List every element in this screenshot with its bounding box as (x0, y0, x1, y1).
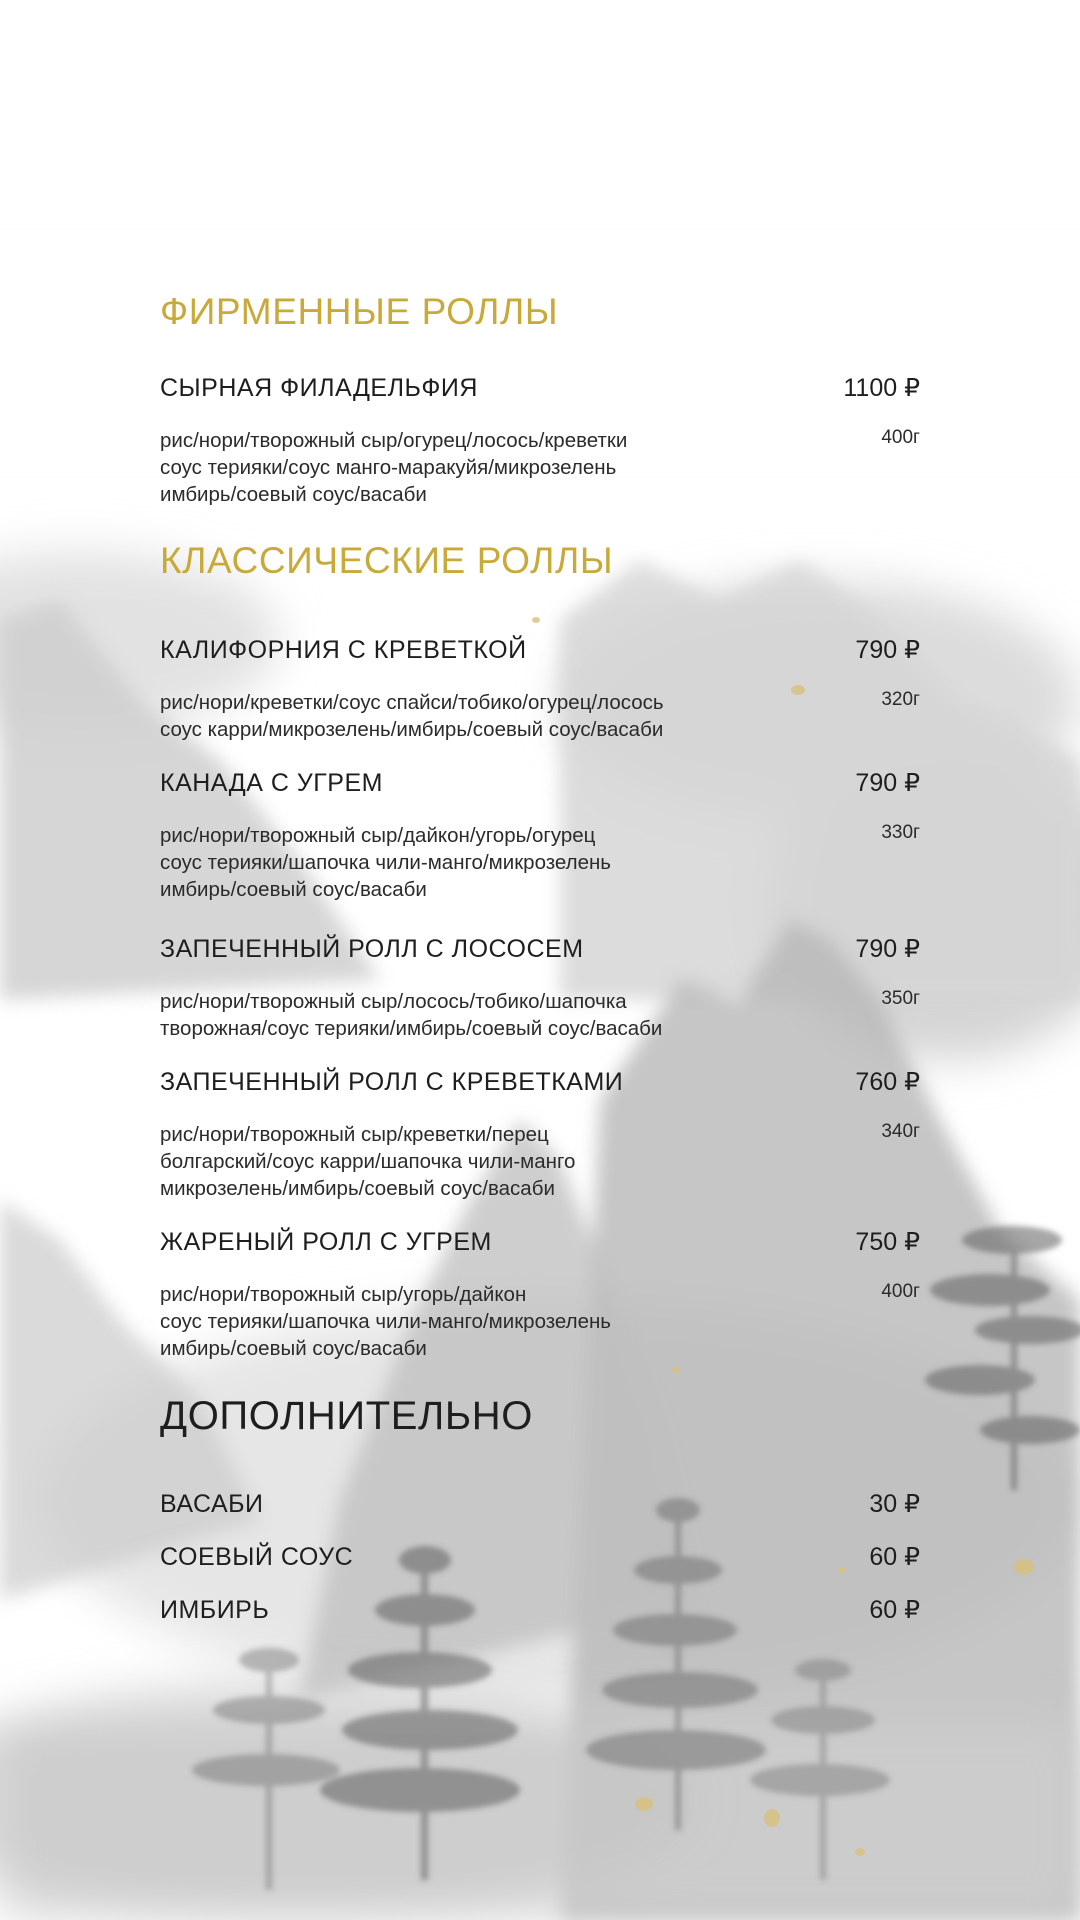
item-price: 750 ₽ (855, 1228, 920, 1256)
item-description (160, 1281, 800, 1362)
item-name: ЗАПЕЧЕННЫЙ РОЛЛ С ЛОСОСЕМ (160, 935, 584, 963)
item-price: 60 ₽ (869, 1543, 920, 1571)
item-description-line: рис/нори/творожный сыр/угорь/дайкон (160, 1283, 527, 1306)
item-description (160, 988, 800, 1042)
item-weight: 350г (881, 988, 920, 1009)
item-description (160, 1121, 800, 1202)
item-price: 790 ₽ (855, 935, 920, 963)
item-description (160, 427, 800, 508)
item-price: 30 ₽ (869, 1490, 920, 1518)
item-weight: 400г (881, 1281, 920, 1302)
item-description-line: рис/нори/творожный сыр/огурец/лосось/креветки (160, 429, 628, 452)
item-description-line: рис/нори/креветки/соус спайси/тобико/огурец/лосось (160, 691, 664, 714)
item-description-line: соус терияки/шапочка чили-манго/микрозелень (160, 851, 611, 874)
section-title-classic-rolls: КЛАССИЧЕСКИЕ РОЛЛЫ (160, 540, 614, 581)
item-name: ИМБИРЬ (160, 1596, 270, 1624)
item-description (160, 822, 800, 903)
section-title-extras: ДОПОЛНИТЕЛЬНО (160, 1394, 533, 1438)
item-description-line: соус карри/микрозелень/имбирь/соевый соус/васаби (160, 718, 664, 741)
item-price: 60 ₽ (869, 1596, 920, 1624)
section-title-signature-rolls: ФИРМЕННЫЕ РОЛЛЫ (160, 291, 559, 332)
item-weight: 340г (881, 1121, 920, 1142)
item-name: ЖАРЕНЫЙ РОЛЛ С УГРЕМ (160, 1228, 492, 1256)
item-name: ВАСАБИ (160, 1490, 264, 1518)
item-description-line: рис/нори/творожный сыр/креветки/перец (160, 1123, 549, 1146)
item-price: 790 ₽ (855, 636, 920, 664)
item-name: КАЛИФОРНИЯ С КРЕВЕТКОЙ (160, 636, 527, 664)
item-weight: 400г (881, 427, 920, 448)
item-description-line: имбирь/соевый соус/васаби (160, 483, 427, 506)
item-price: 760 ₽ (855, 1068, 920, 1096)
item-name: СЫРНАЯ ФИЛАДЕЛЬФИЯ (160, 374, 478, 402)
item-description-line: рис/нори/творожный сыр/лосось/тобико/шапочка (160, 990, 627, 1013)
item-weight: 320г (881, 689, 920, 710)
item-description-line: имбирь/соевый соус/васаби (160, 1337, 427, 1360)
item-description-line: рис/нори/творожный сыр/дайкон/угорь/огурец (160, 824, 596, 847)
item-description-line: соус терияки/шапочка чили-манго/микрозелень (160, 1310, 611, 1333)
item-description-line: имбирь/соевый соус/васаби (160, 878, 427, 901)
item-name: СОЕВЫЙ СОУС (160, 1543, 354, 1571)
menu-page (160, 0, 920, 1920)
item-price: 790 ₽ (855, 769, 920, 797)
item-description (160, 689, 800, 743)
item-name: ЗАПЕЧЕННЫЙ РОЛЛ С КРЕВЕТКАМИ (160, 1068, 624, 1096)
item-name: КАНАДА С УГРЕМ (160, 769, 383, 797)
item-description-line: болгарский/соус карри/шапочка чили-манго (160, 1150, 576, 1173)
item-description-line: соус терияки/соус манго-маракуйя/микрозелень (160, 456, 617, 479)
item-weight: 330г (881, 822, 920, 843)
item-description-line: творожная/соус терияки/имбирь/соевый соус/васаби (160, 1017, 663, 1040)
item-price: 1100 ₽ (843, 374, 920, 402)
item-description-line: микрозелень/имбирь/соевый соус/васаби (160, 1177, 555, 1200)
